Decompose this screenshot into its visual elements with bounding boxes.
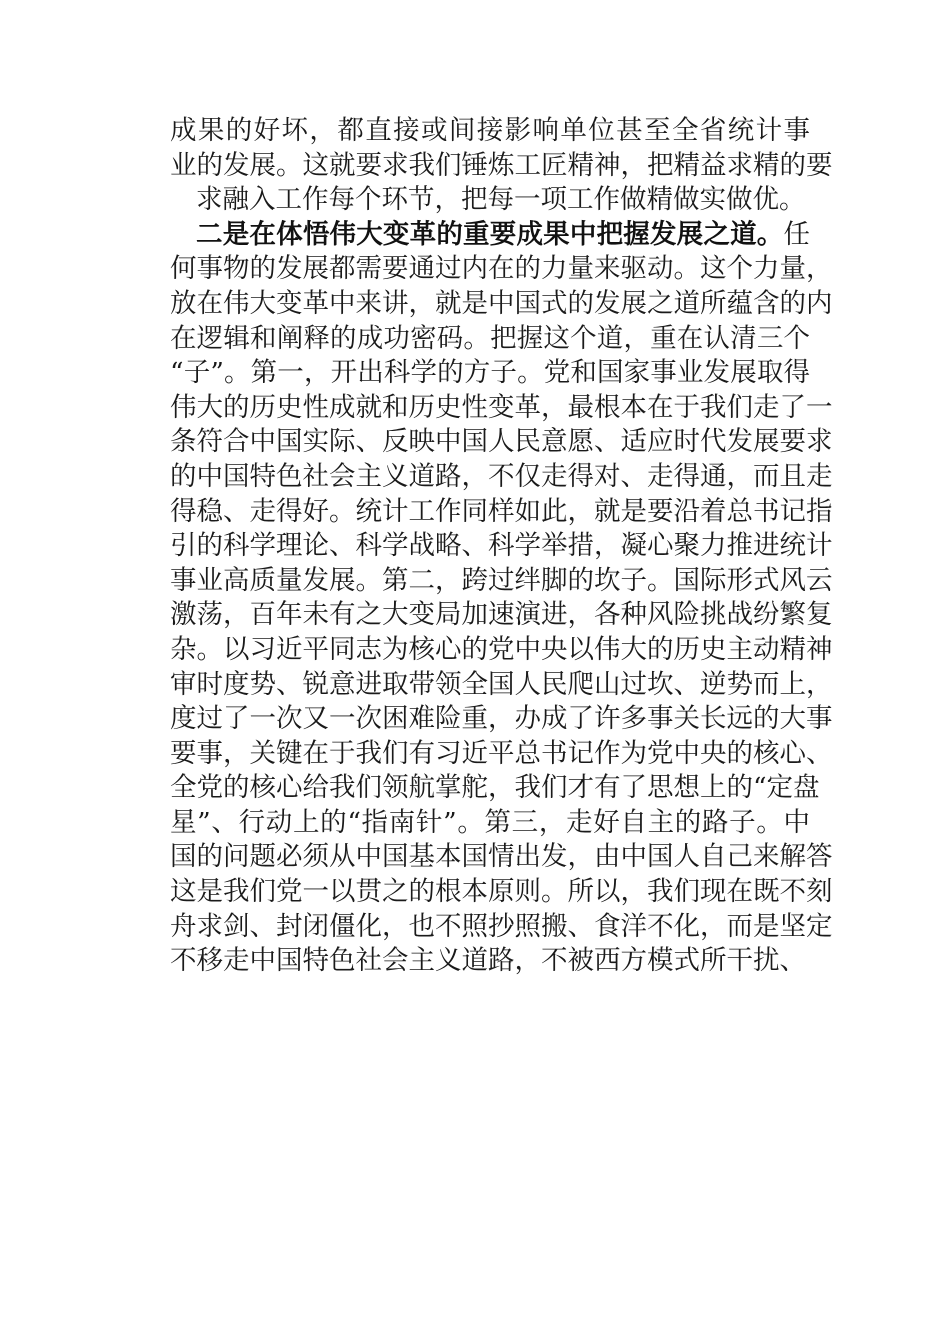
paragraph-2-line: 条符合中国实际、反映中国人民意愿、适应时代发展要求 bbox=[170, 426, 833, 458]
paragraph-2-heading: 二是在体悟伟大变革的重要成果中把握发展之道。 bbox=[196, 218, 784, 250]
paragraph-1-line-1: 成果的好坏，都直接或间接影响单位甚至全省统计事 bbox=[170, 115, 810, 146]
paragraph-2-line-1 bbox=[170, 218, 810, 253]
paragraph-2-line: 的中国特色社会主义道路，不仅走得对、走得通，而且走 bbox=[170, 460, 833, 492]
paragraph-2-line: 度过了一次又一次困难险重，办成了许多事关长远的大事 bbox=[170, 703, 833, 735]
paragraph-2-line: 全党的核心给我们领航掌舵，我们才有了思想上的“定盘 bbox=[170, 772, 820, 804]
paragraph-2-first-line-rest: 任 bbox=[783, 218, 810, 250]
paragraph-2-line: 在逻辑和阐释的成功密码。把握这个道，重在认清三个 bbox=[170, 322, 810, 354]
paragraph-2-line: 要事，关键在于我们有习近平总书记作为党中央的核心、 bbox=[170, 737, 833, 769]
paragraph-2-line: 得稳、走得好。统计工作同样如此，就是要沿着总书记指 bbox=[170, 495, 833, 527]
paragraph-2-line: 何事物的发展都需要通过内在的力量来驱动。这个力量， bbox=[170, 253, 833, 285]
paragraph-1-line-3: 求融入工作每个环节，把每一项工作做精做实做优。 bbox=[196, 184, 806, 216]
paragraph-2-line: 杂。以习近平同志为核心的党中央以伟大的历史主动精神 bbox=[170, 633, 833, 665]
paragraph-2-line: 放在伟大变革中来讲，就是中国式的发展之道所蕴含的内 bbox=[170, 287, 833, 319]
paragraph-2-line: 事业高质量发展。第二，跨过绊脚的坎子。国际形式风云 bbox=[170, 564, 833, 596]
paragraph-2-line: 星”、行动上的“指南针”。第三，走好自主的路子。中 bbox=[170, 806, 810, 838]
paragraph-2-line: 不移走中国特色社会主义道路，不被西方模式所干扰、 bbox=[170, 945, 806, 977]
document-body bbox=[170, 114, 833, 979]
paragraph-2-line: 引的科学理论、科学战略、科学举措，凝心聚力推进统计 bbox=[170, 530, 833, 562]
paragraph-1-line-2: 业的发展。这就要求我们锤炼工匠精神，把精益求精的要 bbox=[170, 149, 833, 181]
paragraph-2-line: 这是我们党一以贯之的根本原则。所以，我们现在既不刻 bbox=[170, 876, 833, 908]
paragraph-2-line: 审时度势、锐意进取带领全国人民爬山过坎、逆势而上， bbox=[170, 668, 833, 700]
paragraph-2-line: 伟大的历史性成就和历史性变革，最根本在于我们走了一 bbox=[170, 391, 833, 423]
paragraph-2-line: “子”。第一，开出科学的方子。党和国家事业发展取得 bbox=[170, 357, 810, 389]
paragraph-2-line: 激荡，百年未有之大变局加速演进，各种风险挑战纷繁复 bbox=[170, 599, 833, 631]
paragraph-2-line: 国的问题必须从中国基本国情出发，由中国人自己来解答 bbox=[170, 841, 833, 873]
paragraph-2-line: 舟求剑、封闭僵化，也不照抄照搬、食洋不化，而是坚定 bbox=[170, 910, 833, 942]
